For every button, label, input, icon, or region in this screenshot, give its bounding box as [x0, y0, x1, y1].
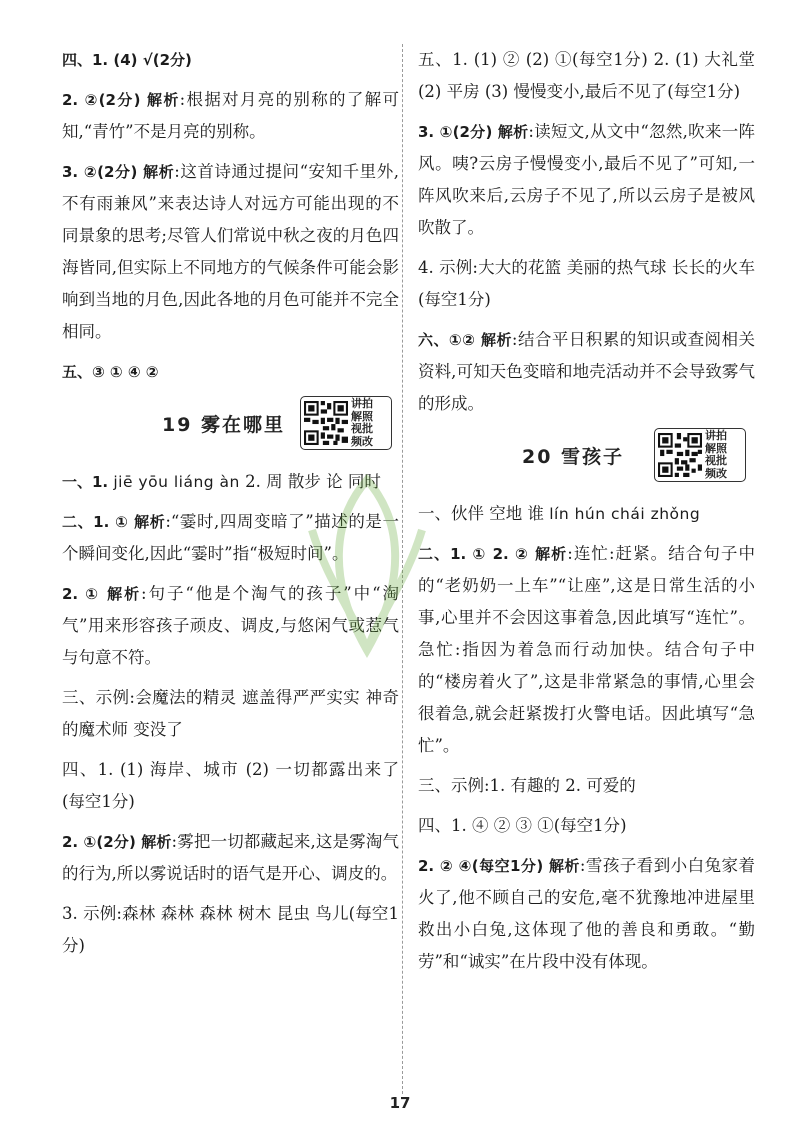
qr-label: 改 [716, 466, 727, 480]
analysis-label: 解析 [134, 513, 166, 531]
l20-answer-2 [418, 538, 755, 762]
answer-label: 2. ① [62, 585, 100, 603]
watermark-logo [292, 470, 442, 660]
answer-label: 一、1. [62, 473, 114, 491]
qr-label: 照 [716, 441, 727, 455]
qr-label: 改 [362, 434, 373, 448]
right-column [418, 44, 755, 986]
qr-labels [705, 430, 727, 480]
answer-label: 2. ①(2分) [62, 833, 136, 851]
analysis-text: :这首诗通过提问“安知千里外,不有雨兼风”来表达诗人对远方可能出现的不同景象的思考;尽管人们常说中秋之夜的月色四海皆同,但实际上不同地方的气候条件可能会影响到当地的月色,因此各地的月色可能并不完全相同。 [62, 162, 399, 341]
qr-label: 批 [362, 422, 373, 435]
lesson-19-title: 19 雾在哪里 [162, 414, 286, 436]
qr-label: 视 [351, 422, 362, 435]
answer-text: 2. 周 散步 论 同时 [239, 472, 381, 491]
qr-label: 视 [705, 454, 716, 467]
qr-label: 拍 [716, 429, 727, 442]
answer-label: 六、①② [418, 331, 476, 349]
page-number: 17 [389, 1094, 411, 1112]
answer-6 [418, 324, 755, 420]
qr-label: 频 [351, 434, 362, 448]
analysis-text: :根据对月亮的别称的了解可知,“青竹”不是月亮的别称。 [62, 90, 399, 141]
analysis-label: 解析 [548, 857, 580, 875]
answer-label: 3. ①(2分) [418, 123, 493, 141]
answer-label: 二、1. ① [62, 513, 129, 531]
l20-answer-1 [418, 498, 755, 530]
analysis-text: :结合平日积累的知识或查阅相关资料,可知天色变暗和地壳活动并不会导致雾气的形成。 [418, 330, 755, 413]
answer-text: 一、伙伴 空地 谁 [418, 504, 550, 523]
qr-labels [351, 398, 373, 448]
qr-code-badge[interactable] [300, 396, 392, 450]
lesson-19-header [62, 396, 399, 452]
qr-label: 讲 [705, 429, 716, 442]
qr-label: 照 [362, 409, 373, 423]
lesson-20-header [418, 428, 755, 484]
pinyin-answers: lín hún chái zhǒng [549, 505, 701, 523]
answer-4-2 [62, 84, 399, 148]
answer-5-1: 五、1. (1) ② (2) ①(每空1分) 2. (1) 大礼堂 (2) 平房 (3) 慢慢变小,最后不见了(每空1分) [418, 50, 755, 101]
l19-answer-3: 三、示例:会魔法的精灵 遮盖得严严实实 神奇的魔术师 变没了 [62, 688, 399, 739]
qr-code-icon [304, 401, 348, 445]
answer-4-3 [62, 156, 399, 348]
analysis-label: 解析 [480, 331, 512, 349]
analysis-label: 解析 [143, 163, 175, 181]
answer-4-1: 四、1. (4) √(2分) [62, 51, 192, 69]
answer-label: 3. ②(2分) [62, 163, 138, 181]
answer-5-3 [418, 116, 755, 244]
l19-answer-4-3: 3. 示例:森林 森林 森林 树木 昆虫 鸟儿(每空1分) [62, 904, 399, 955]
qr-label: 批 [716, 454, 727, 467]
answer-label: 二、1. ① 2. ② [418, 545, 529, 563]
answer-5-4: 4. 示例:大大的花篮 美丽的热气球 长长的火车(每空1分) [418, 258, 755, 309]
analysis-label: 解析 [497, 123, 529, 141]
analysis-text: :连忙:赶紧。结合句子中的“老奶奶一上车”“让座”,这是日常生活的小事,心里并不会因这事着急,因此填写“连忙”。急忙:指因为着急而行动加快。结合句子中的“楼房着火了”,这是非常紧急的事情,心里会很着急,就会赶紧拨打火警电话。因此填写“急忙”。 [418, 544, 755, 755]
qr-code-icon [658, 433, 702, 477]
analysis-text: :“霎时,四周变暗了”描述的是一个瞬间变化,因此“霎时”指“极短时间”。 [62, 512, 399, 563]
lesson-20-title: 20 雪孩子 [522, 446, 625, 468]
analysis-text: :句子“他是个淘气的孩子”中“淘气”用来形容孩子顽皮、调皮,与悠闲气或惹气与句意不符。 [62, 584, 399, 667]
answer-label: 2. ②(2分) [62, 91, 141, 109]
analysis-text: :雪孩子看到小白兔家着火了,他不顾自己的安危,毫不犹豫地冲进屋里救出小白兔,这体现了他的善良和勇敢。“勤劳”和“诚实”在片段中没有体现。 [418, 856, 755, 971]
analysis-label: 解析 [107, 585, 142, 603]
pinyin-answers: jiē yōu liáng àn [113, 473, 240, 491]
qr-label: 解 [351, 409, 362, 423]
analysis-label: 解析 [535, 545, 568, 563]
l19-answer-4-2 [62, 826, 399, 890]
qr-label: 解 [705, 441, 716, 455]
l20-answer-3: 三、示例:1. 有趣的 2. 可爱的 [418, 776, 636, 795]
answer-5: 五、③ ① ④ ② [62, 363, 159, 381]
l20-answer-4-1: 四、1. ④ ② ③ ①(每空1分) [418, 816, 627, 835]
analysis-label: 解析 [147, 91, 180, 109]
qr-label: 频 [705, 466, 716, 480]
analysis-text: :读短文,从文中“忽然,吹来一阵风。咦?云房子慢慢变小,最后不见了”可知,一阵风吹来后,云房子不见了,所以云房子是被风吹散了。 [418, 122, 756, 237]
qr-label: 拍 [362, 397, 373, 410]
analysis-text: :雾把一切都藏起来,这是雾淘气的行为,所以雾说话时的语气是开心、调皮的。 [62, 832, 399, 883]
qr-label: 讲 [351, 397, 362, 410]
l19-answer-4-1: 四、1. (1) 海岸、城市 (2) 一切都露出来了(每空1分) [62, 760, 399, 811]
l20-answer-4-2 [418, 850, 755, 978]
answer-label: 2. ② ④(每空1分) [418, 857, 544, 875]
qr-code-badge[interactable] [654, 428, 746, 482]
analysis-label: 解析 [141, 833, 172, 851]
